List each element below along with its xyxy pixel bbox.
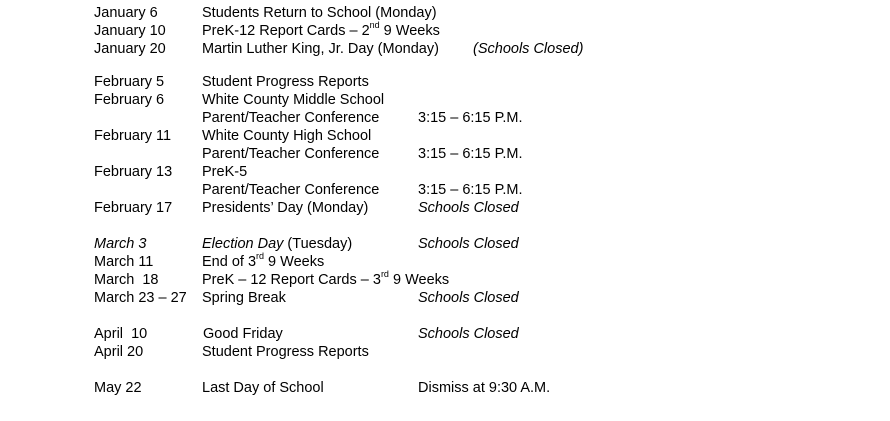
note: Schools Closed: [418, 236, 519, 252]
date: March 23 – 27: [94, 290, 187, 306]
time: 3:15 – 6:15 P.M.: [418, 182, 523, 198]
note: Schools Closed: [418, 290, 519, 306]
event: PreK-5: [202, 164, 248, 180]
date: March 18: [94, 272, 159, 288]
date: February 17: [94, 200, 173, 216]
date: May 22: [94, 380, 142, 396]
event: Spring Break: [202, 290, 286, 306]
date: April 10: [94, 326, 148, 342]
ordinal-suffix: nd: [369, 20, 380, 31]
date: April 20: [94, 344, 144, 360]
event: [202, 271, 449, 289]
date: January 10: [94, 23, 166, 39]
date: January 20: [94, 41, 166, 57]
event-text: End of 3: [202, 254, 257, 270]
event: Parent/Teacher Conference: [202, 182, 380, 198]
event-text: 9 Weeks: [379, 23, 440, 39]
date: February 11: [94, 128, 172, 144]
event: Student Progress Reports: [202, 344, 369, 360]
event: [202, 253, 324, 271]
event: Parent/Teacher Conference: [202, 146, 380, 162]
time: 3:15 – 6:15 P.M.: [418, 110, 523, 126]
time: 3:15 – 6:15 P.M.: [418, 146, 523, 162]
date: February 6: [94, 92, 165, 108]
event: [202, 22, 440, 40]
date: February 5: [94, 74, 165, 90]
event: Good Friday: [203, 326, 283, 342]
event-text: Election Day: [202, 236, 284, 252]
note: Schools Closed: [418, 200, 519, 216]
event: White County Middle School: [202, 92, 385, 108]
event: [202, 235, 352, 253]
event-text: PreK-12 Report Cards – 2: [202, 23, 370, 39]
event-text: 9 Weeks: [264, 254, 325, 270]
date: March 11: [94, 254, 154, 270]
event: Student Progress Reports: [202, 74, 369, 90]
date: February 13: [94, 164, 173, 180]
note: Dismiss at 9:30 A.M.: [418, 380, 551, 396]
event: Presidents’ Day (Monday): [202, 200, 369, 216]
ordinal-suffix: rd: [380, 269, 389, 280]
date: March 3: [94, 236, 147, 252]
event: White County High School: [202, 128, 372, 144]
ordinal-suffix: rd: [256, 251, 265, 262]
note: Schools Closed: [418, 326, 519, 342]
event-text: 9 Weeks: [388, 272, 450, 288]
event: Martin Luther King, Jr. Day (Monday): [202, 41, 439, 57]
note: (Schools Closed): [473, 41, 584, 57]
event: Parent/Teacher Conference: [202, 110, 380, 126]
event: Students Return to School (Monday): [202, 5, 437, 21]
event: Last Day of School: [202, 380, 324, 396]
event-text: (Tuesday): [283, 236, 353, 252]
date: January 6: [94, 5, 158, 21]
event-text: PreK – 12 Report Cards – 3: [202, 272, 381, 288]
